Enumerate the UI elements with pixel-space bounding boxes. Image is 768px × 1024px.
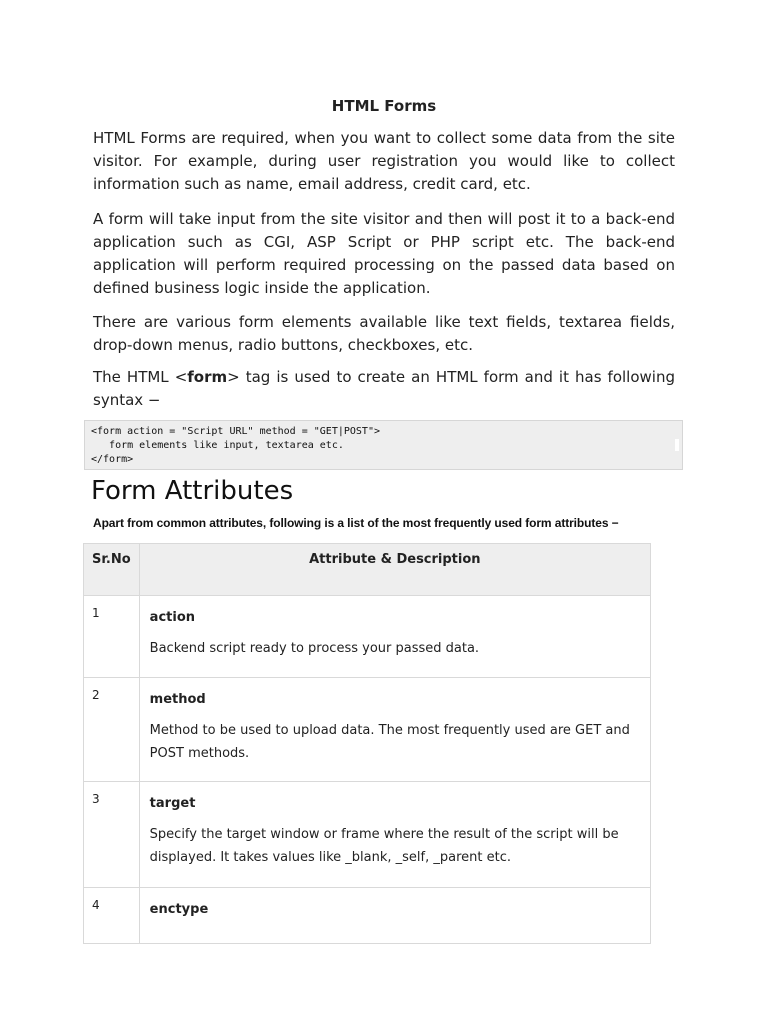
header-attribute-description: Attribute & Description [139,544,650,596]
paragraph-backend: A form will take input from the site visitor and then will post it to a back-end application such as CGI, ASP Script or PHP script etc. The back-end application will perform required processing on the passed data based on defined business logic inside the application. [93,210,675,297]
attribute-name: method [149,692,206,707]
section-heading: Form Attributes [91,476,294,506]
table-row [84,782,651,888]
form-tag-prefix: The HTML < [93,368,188,386]
row-content [139,888,650,944]
paragraph-intro: HTML Forms are required, when you want to collect some data from the site visitor. For example, during user registration you would like to collect information such as name, email address, credit card, etc. [93,129,675,193]
attribute-description: Specify the target window or frame where the result of the script will be displayed. It takes values like _blank, _self, _parent etc. [149,827,619,865]
code-line: </form> [91,454,134,465]
row-number: 1 [84,596,140,678]
row-content [139,782,650,888]
attributes-intro: Apart from common attributes, following is a list of the most frequently used form attributes − [93,516,619,530]
table-row [84,678,651,782]
row-number: 3 [84,782,140,888]
attribute-description: Method to be used to upload data. The most frequently used are GET and POST methods. [149,723,630,761]
form-tag-name: form [187,368,228,386]
page-title: HTML Forms [331,97,437,115]
attribute-description: Backend script ready to process your passed data. [149,641,480,656]
header-sr-no: Sr.No [84,544,140,596]
code-line: <form action = "Script URL" method = "GET|POST"> [91,426,380,437]
row-number: 2 [84,678,140,782]
code-scroll-indicator [675,439,679,451]
table-header-row [84,544,651,596]
attribute-name: target [149,796,196,811]
row-content [139,596,650,678]
row-content [139,678,650,782]
table-row [84,888,651,944]
code-line: form elements like input, textarea etc. [91,440,344,451]
row-number: 4 [84,888,140,944]
code-block [84,420,683,470]
form-tag-suffix: > tag is used to create an HTML form and it has following syntax − [93,368,675,409]
paragraph-form-tag [93,366,675,412]
attribute-name: enctype [149,902,209,917]
table-row [84,596,651,678]
paragraph-elements: There are various form elements available like text fields, textarea fields, drop-down menus, radio buttons, checkboxes, etc. [93,313,675,354]
attribute-name: action [149,610,196,625]
attributes-table [83,543,651,944]
